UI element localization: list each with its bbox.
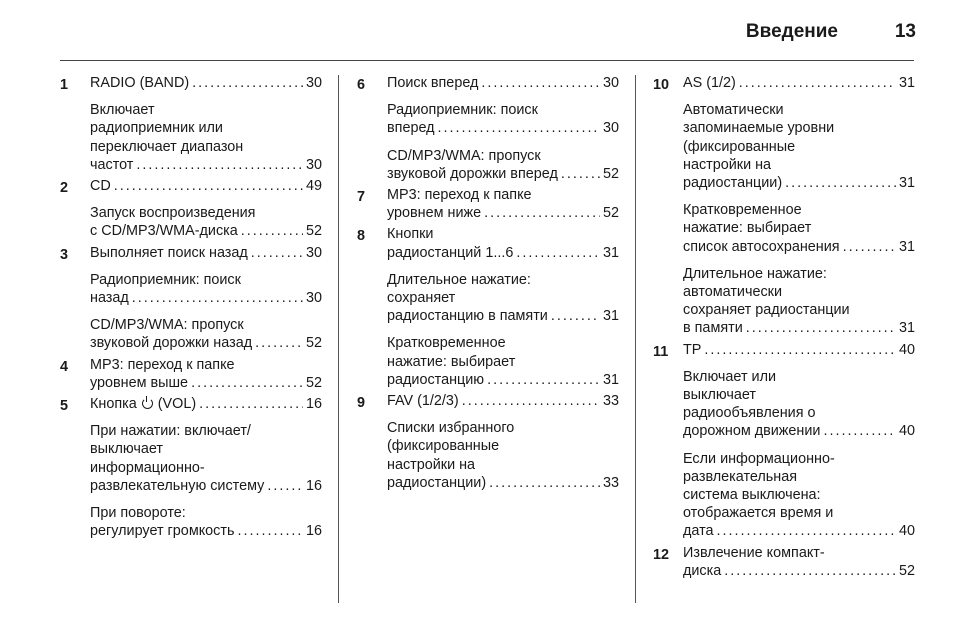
index-column-1 [60,74,322,540]
page-reference [387,119,619,137]
page-reference [387,307,619,325]
page-ref-number: 40 [898,341,915,358]
page-ref-number: 52 [602,205,619,222]
entry-label [387,474,489,492]
dot-leader [255,334,303,352]
dot-leader [484,204,600,222]
entry-label [90,334,255,352]
entry-text-line: информационно- [90,459,205,476]
entry-number: 3 [60,246,69,263]
entry-label [683,422,823,440]
entry-text-line: настройки на [683,156,772,173]
entry-text-line: Кратковременное [683,202,802,219]
entry-label-text: звуковой дорожки вперед [387,165,558,182]
page-reference [90,374,322,392]
dot-leader [191,374,303,392]
entry-text-line: нажатие: выбирает [683,220,812,237]
entry-text-line: радиообъявления о [683,405,816,422]
entry-text-line: выключает [90,441,163,458]
entry-text-line: MP3: переход к папке [387,187,532,204]
entry-text-line: Включает или [683,368,777,385]
entry-label-text: CD [90,178,111,195]
index-entry [60,74,322,174]
page-reference [90,156,322,174]
entry-label-text: звуковой дорожки назад [90,335,253,352]
entry-number: 7 [357,189,366,206]
entry-text-line: Списки избранного [387,420,515,437]
entry-label-text: диска [683,562,722,579]
entry-description [90,504,322,540]
dot-leader [739,74,896,92]
entry-label [90,522,237,540]
entry-label-text: назад [90,290,129,307]
page-ref-number: 31 [898,238,915,255]
entry-label-text: регулирует громкость [90,523,235,540]
entry-label-text: Поиск вперед [387,75,479,91]
entry-text-line: запоминаемые уровни [683,120,835,137]
dot-leader [438,119,600,137]
entry-text-line: Извлечение компакт- [683,544,825,561]
entry-label [387,204,484,222]
entry-label-text: развлекательную систему [90,477,265,494]
index-entry [357,74,619,183]
page-ref-number: 30 [305,75,322,91]
entry-label [683,562,724,580]
index-entry [60,395,322,540]
entry-label [90,374,191,392]
dot-leader [132,289,303,307]
entry-text-line: Автоматически [683,102,784,119]
entry-text-line: При нажатии: включает/ [90,423,251,440]
page-ref-number: 30 [602,120,619,137]
entry-text-line: сохраняет радиостанции [683,302,850,319]
page-reference [683,422,915,440]
entry-label [387,74,481,92]
page-reference [90,177,322,195]
dot-leader [785,174,896,192]
entry-label-text: радиостанции) [683,175,783,192]
page-reference [683,341,915,359]
index-entry [357,186,619,222]
entry-label-text: TP [683,341,702,358]
page-ref-number: 30 [305,244,322,261]
entry-label [90,74,192,92]
page-ref-number: 52 [305,335,322,352]
index-entry [60,356,322,392]
entry-text-line: При повороте: [90,505,186,522]
page-reference [90,334,322,352]
entry-text-line: Включает [90,102,155,119]
page-ref-number: 31 [602,244,619,261]
entry-label-text: радиостанцию в памяти [387,308,548,325]
entry-text-line: Радиоприемник: поиск [387,102,538,119]
page-reference [90,74,322,92]
entry-label [90,244,251,262]
entry-label [90,289,132,307]
page-reference [683,522,915,540]
entry-number: 4 [60,358,69,375]
entry-label [683,341,704,359]
entry-label-text: Кнопка [90,396,137,413]
page-reference [683,562,915,580]
entry-label [683,174,785,192]
entry-description [683,450,915,541]
entry-number: 11 [653,343,669,360]
page-ref-number: 31 [602,308,619,325]
index-entry [357,392,619,492]
column-divider [338,75,339,603]
entry-description [90,204,322,240]
entry-label [683,522,717,540]
column-divider [635,75,636,603]
dot-leader [251,244,303,262]
entry-description [387,147,619,183]
page-reference [387,74,619,92]
entry-number: 10 [653,77,670,93]
entry-label [387,371,487,389]
page-ref-number: 31 [898,75,915,91]
entry-label-text: вперед [387,120,435,137]
page-ref-number: 52 [898,562,915,579]
entry-text-line: система выключена: [683,487,821,504]
index-column-2 [357,74,619,492]
page-reference [683,174,915,192]
entry-description [387,271,619,326]
entry-description [90,101,322,174]
entry-description [387,419,619,492]
page-reference [387,371,619,389]
entry-label-text: частот [90,156,134,173]
entry-description [90,271,322,307]
dot-leader [489,474,600,492]
entry-number: 6 [357,77,366,93]
page-ref-number: 33 [602,474,619,491]
dot-leader [487,371,600,389]
entry-label-text: AS (1/2) [683,75,736,91]
page-reference [387,392,619,410]
page-ref-number: 30 [305,156,322,173]
entry-number: 12 [653,546,670,563]
page-reference [90,222,322,240]
entry-number: 8 [357,228,366,245]
entry-label [90,477,267,495]
page-reference [683,238,915,256]
entry-label-suffix: (VOL) [157,396,197,413]
entry-text-line: (фиксированные [387,438,500,455]
dot-leader [199,395,303,413]
page-title: Введение [745,21,838,42]
entry-text-line: автоматически [683,284,783,301]
entry-description [683,368,915,441]
index-entry [60,244,322,353]
entry-number: 9 [357,395,366,412]
page-ref-number: 40 [898,523,915,540]
page-ref-number: 31 [898,175,915,192]
entry-text-line: Длительное нажатие: [683,265,827,282]
entry-text-line: Длительное нажатие: [387,271,531,288]
page-reference [90,244,322,262]
dot-leader [192,74,303,92]
dot-leader [717,522,896,540]
entry-label [387,165,561,183]
entry-text-line: выключает [683,387,756,404]
dot-leader [746,319,896,337]
entry-label [387,119,438,137]
page-ref-number: 52 [305,374,322,391]
entry-label-text: FAV (1/2/3) [387,393,459,410]
entry-label [683,74,739,92]
dot-leader [267,477,303,495]
dot-leader [724,562,896,580]
entry-text-line: Запуск воспроизведения [90,205,256,222]
entry-text-line: (фиксированные [683,138,796,155]
entry-text-line: отображается время и [683,505,834,522]
dot-leader [843,238,896,256]
entry-text-line: Если информационно- [683,450,835,467]
entry-label-text: с CD/MP3/WMA-диска [90,223,238,240]
entry-label-text: дорожном движении [683,423,821,440]
index-entry [653,74,915,338]
page-ref-number: 40 [898,423,915,440]
index-column-3 [653,74,915,580]
entry-text-line: Радиоприемник: поиск [90,271,241,288]
index-entry [357,225,619,389]
entry-number: 1 [60,77,69,93]
dot-leader [136,156,303,174]
entry-label [683,319,746,337]
entry-text-line: CD/MP3/WMA: пропуск [387,147,541,164]
index-entry [653,341,915,541]
page-ref-number: 16 [305,523,322,540]
page-number: 13 [894,21,916,42]
dot-leader [551,307,600,325]
dot-leader [704,341,896,359]
entry-description [90,316,322,352]
entry-label [387,244,516,262]
dot-leader [241,222,303,240]
entry-label-text: RADIO (BAND) [90,75,190,91]
page-ref-number: 33 [602,393,619,410]
entry-text-line: радиоприемник или [90,120,223,137]
dot-leader [823,422,896,440]
header-rule [60,60,914,61]
power-icon [142,398,153,409]
entry-text-line: Кратковременное [387,335,506,352]
entry-label-text: уровнем выше [90,374,189,391]
page-reference [90,289,322,307]
index-entry [653,544,915,580]
entry-text-line: развлекательная [683,468,798,485]
entry-label [90,177,114,195]
entry-label-text: дата [683,523,714,540]
page-reference [683,74,915,92]
entry-label [90,222,241,240]
entry-text-line: переключает диапазон [90,138,244,155]
entry-label [90,156,136,174]
entry-text-line: MP3: переход к папке [90,356,235,373]
dot-leader [481,74,600,92]
page-ref-number: 30 [305,290,322,307]
index-entry [60,177,322,241]
entry-description [387,101,619,137]
entry-label-text: радиостанций 1...6 [387,244,514,261]
entry-text-line: Кнопки [387,226,434,243]
entry-number: 5 [60,398,69,415]
dot-leader [462,392,600,410]
entry-description [683,265,915,338]
entry-text-line: сохраняет [387,290,456,307]
page-reference [683,319,915,337]
page-ref-number: 30 [602,75,619,91]
page-ref-number: 49 [305,178,322,195]
entry-description [683,101,915,192]
entry-description [90,422,322,495]
entry-text-line: настройки на [387,456,476,473]
entry-label-text: в памяти [683,320,743,337]
page-ref-number: 52 [305,223,322,240]
entry-number: 2 [60,180,69,197]
page-reference [387,165,619,183]
entry-label [387,392,462,410]
entry-label [683,238,843,256]
page-reference [90,395,322,413]
page-ref-number: 31 [898,320,915,337]
entry-description [387,334,619,389]
entry-label-text: радиостанции) [387,474,487,491]
page-ref-number: 52 [602,165,619,182]
entry-label-text: список автосохранения [683,238,840,255]
dot-leader [114,177,303,195]
dot-leader [516,244,600,262]
page-ref-number: 16 [305,396,322,413]
dot-leader [561,165,600,183]
page-reference [387,244,619,262]
dot-leader [237,522,303,540]
entry-text-line: CD/MP3/WMA: пропуск [90,317,244,334]
page-reference [90,477,322,495]
entry-description [683,201,915,256]
page-reference [90,522,322,540]
entry-label-text: уровнем ниже [387,205,482,222]
entry-text-line: нажатие: выбирает [387,353,516,370]
page-ref-number: 16 [305,477,322,494]
entry-label [90,395,199,413]
page-reference [387,474,619,492]
entry-label-text: радиостанцию [387,371,485,388]
page-reference [387,204,619,222]
page-ref-number: 31 [602,371,619,388]
entry-label-text: Выполняет поиск назад [90,244,248,261]
entry-label [387,307,551,325]
